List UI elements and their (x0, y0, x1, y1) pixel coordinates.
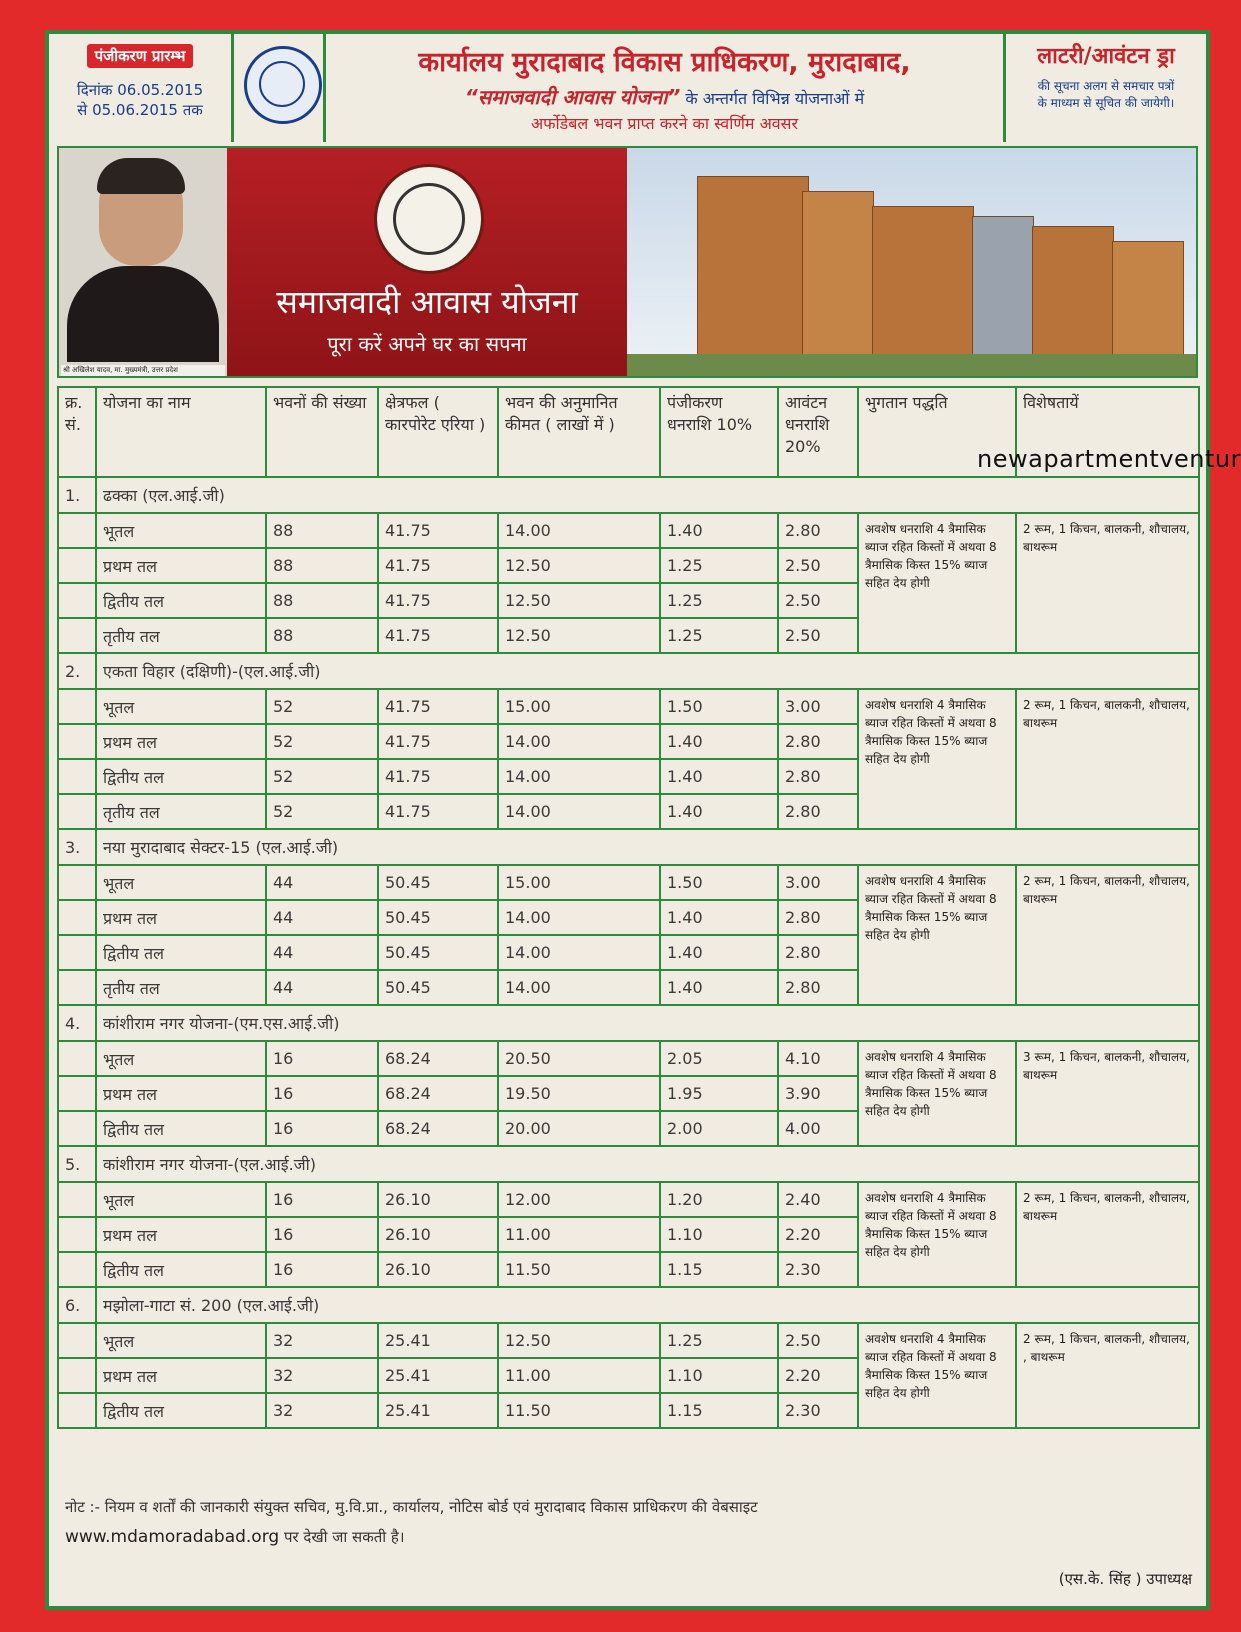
lottery-line-2: के माध्यम से सूचित की जायेगी। (1037, 96, 1175, 110)
cell-area: 41.75 (378, 724, 498, 759)
schemes-table (57, 386, 1200, 1429)
building (1032, 226, 1114, 358)
blank-cell (58, 1182, 96, 1217)
cell-reg: 1.25 (660, 1323, 778, 1358)
table-row (58, 1041, 1199, 1076)
cell-area: 26.10 (378, 1252, 498, 1287)
blank-cell (58, 1076, 96, 1111)
blank-cell (58, 759, 96, 794)
cell-floor: प्रथम तल (96, 724, 266, 759)
cell-floor: भूतल (96, 513, 266, 548)
blank-cell (58, 900, 96, 935)
logo-box (234, 34, 326, 142)
header (49, 34, 1206, 146)
cell-allot: 4.00 (778, 1111, 858, 1146)
scheme-sno: 1. (58, 477, 96, 513)
scheme-sno: 2. (58, 653, 96, 689)
cell-allot: 2.80 (778, 724, 858, 759)
registration-box (49, 34, 234, 142)
building (972, 216, 1034, 358)
lottery-text (1006, 78, 1206, 112)
cell-floor: भूतल (96, 1323, 266, 1358)
table-row (58, 689, 1199, 724)
blank-cell (58, 513, 96, 548)
cell-floor: द्वितीय तल (96, 1252, 266, 1287)
scheme-sno: 5. (58, 1146, 96, 1182)
col-header-units: भवनों की संख्या (266, 387, 378, 477)
cell-payment-method: अवशेष धनराशि 4 त्रैमासिक ब्याज रहित किस्तों में अथवा 8 त्रैमासिक किस्त 15% ब्याज सहित देय होगी (858, 689, 1016, 829)
note-text: नोट :- नियम व शर्तों की जानकारी संयुक्त सचिव, मु.वि.प्रा., कार्यालय, नोटिस बोर्ड एवं मुरादाबाद विकास प्राधिकरण की वेबसाइट (65, 1498, 758, 1516)
building (802, 191, 874, 358)
cell-allot: 2.80 (778, 794, 858, 829)
cell-units: 44 (266, 900, 378, 935)
cell-reg: 1.40 (660, 759, 778, 794)
cell-units: 16 (266, 1182, 378, 1217)
scheme-row (58, 1005, 1199, 1041)
yojana-name: “समाजवादी आवास योजना” (464, 85, 681, 109)
cell-price: 20.50 (498, 1041, 660, 1076)
watermark-text: newapartmentventur (977, 445, 1241, 473)
scheme-sno: 4. (58, 1005, 96, 1041)
cell-allot: 2.30 (778, 1252, 858, 1287)
cell-reg: 1.25 (660, 618, 778, 653)
cell-allot: 2.20 (778, 1358, 858, 1393)
cell-reg: 1.40 (660, 935, 778, 970)
cell-reg: 1.15 (660, 1252, 778, 1287)
cell-area: 68.24 (378, 1076, 498, 1111)
cell-allot: 2.80 (778, 935, 858, 970)
cell-area: 50.45 (378, 900, 498, 935)
cell-price: 11.00 (498, 1217, 660, 1252)
scheme-row (58, 829, 1199, 865)
cell-price: 14.00 (498, 794, 660, 829)
chief-minister-photo (59, 148, 229, 376)
cell-floor: प्रथम तल (96, 900, 266, 935)
website-link[interactable]: www.mdamoradabad.org (65, 1527, 280, 1547)
advertisement (45, 30, 1210, 1610)
cell-price: 14.00 (498, 724, 660, 759)
cell-units: 52 (266, 794, 378, 829)
person-hair (97, 158, 185, 194)
cell-area: 50.45 (378, 935, 498, 970)
col-header-area: क्षेत्रफल ( कारपोरेट एरिया ) (378, 387, 498, 477)
cell-area: 41.75 (378, 759, 498, 794)
cell-floor: द्वितीय तल (96, 935, 266, 970)
blank-cell (58, 1111, 96, 1146)
cell-reg: 1.25 (660, 583, 778, 618)
cell-area: 41.75 (378, 513, 498, 548)
cell-reg: 1.40 (660, 794, 778, 829)
cell-features: 2 रूम, 1 किचन, बालकनी, शौचालय, बाथरूम (1016, 865, 1199, 1005)
table-row (58, 1323, 1199, 1358)
table-row (58, 1182, 1199, 1217)
office-title: कार्यालय मुरादाबाद विकास प्राधिकरण, मुरादाबाद, (418, 47, 911, 78)
scheme-name: ढक्का (एल.आई.जी) (96, 477, 1199, 513)
blank-cell (58, 1041, 96, 1076)
cell-reg: 1.40 (660, 900, 778, 935)
cell-units: 16 (266, 1252, 378, 1287)
cell-price: 15.00 (498, 865, 660, 900)
cell-units: 88 (266, 513, 378, 548)
cell-price: 12.00 (498, 1182, 660, 1217)
banner (57, 146, 1198, 378)
cell-floor: प्रथम तल (96, 1358, 266, 1393)
cell-allot: 2.30 (778, 1393, 858, 1428)
cell-features: 2 रूम, 1 किचन, बालकनी, शौचालय, बाथरूम (1016, 1182, 1199, 1287)
cell-floor: द्वितीय तल (96, 1393, 266, 1428)
ground (627, 354, 1196, 376)
cell-units: 16 (266, 1076, 378, 1111)
blank-cell (58, 583, 96, 618)
col-header-allotment: आवंटन धनराशि 20% (778, 387, 858, 477)
scheme-name: नया मुरादाबाद सेक्टर-15 (एल.आई.जी) (96, 829, 1199, 865)
cell-area: 68.24 (378, 1041, 498, 1076)
cell-units: 88 (266, 583, 378, 618)
cell-allot: 4.10 (778, 1041, 858, 1076)
cell-floor: द्वितीय तल (96, 1111, 266, 1146)
cell-area: 68.24 (378, 1111, 498, 1146)
cell-area: 26.10 (378, 1217, 498, 1252)
cell-allot: 2.50 (778, 548, 858, 583)
cell-price: 14.00 (498, 970, 660, 1005)
cell-allot: 2.40 (778, 1182, 858, 1217)
photo-caption: श्री अखिलेश यादव, मा. मुख्यमंत्री, उत्तर प्रदेश (61, 365, 225, 376)
table-row (58, 513, 1199, 548)
cell-units: 32 (266, 1323, 378, 1358)
scheme-row (58, 1287, 1199, 1323)
cell-price: 14.00 (498, 759, 660, 794)
cell-area: 26.10 (378, 1182, 498, 1217)
scheme-name: कांशीराम नगर योजना-(एम.एस.आई.जी) (96, 1005, 1199, 1041)
cell-allot: 2.50 (778, 1323, 858, 1358)
note-url-suffix: पर देखी जा सकती है। (279, 1528, 405, 1546)
cell-area: 25.41 (378, 1393, 498, 1428)
col-header-price: भवन की अनुमानित कीमत ( लाखों में ) (498, 387, 660, 477)
col-header-payment: भुगतान पद्धति (858, 387, 1016, 477)
cell-area: 25.41 (378, 1323, 498, 1358)
registration-dates (49, 80, 231, 120)
scheme-sno: 3. (58, 829, 96, 865)
col-header-features: विशेषतायें (1016, 387, 1199, 477)
blank-cell (58, 970, 96, 1005)
cell-floor: भूतल (96, 689, 266, 724)
building (697, 176, 809, 358)
cell-reg: 1.20 (660, 1182, 778, 1217)
cell-price: 14.00 (498, 900, 660, 935)
lottery-line-1: की सूचना अलग से समचार पत्रों (1037, 79, 1175, 93)
col-header-registration: पंजीकरण धनराशि 10% (660, 387, 778, 477)
title-box (326, 34, 1006, 142)
cell-floor: तृतीय तल (96, 618, 266, 653)
cell-reg: 1.40 (660, 970, 778, 1005)
signature: (एस.के. सिंह ) उपाध्यक्ष (1058, 1570, 1192, 1588)
cell-payment-method: अवशेष धनराशि 4 त्रैमासिक ब्याज रहित किस्तों में अथवा 8 त्रैमासिक किस्त 15% ब्याज सहित देय होगी (858, 513, 1016, 653)
col-header-scheme: योजना का नाम (96, 387, 266, 477)
cell-allot: 2.80 (778, 513, 858, 548)
cell-reg: 1.40 (660, 513, 778, 548)
cell-price: 12.50 (498, 583, 660, 618)
banner-red-section (227, 148, 627, 376)
cell-reg: 1.25 (660, 548, 778, 583)
cell-area: 41.75 (378, 794, 498, 829)
cell-reg: 1.50 (660, 865, 778, 900)
cell-units: 16 (266, 1041, 378, 1076)
cell-units: 32 (266, 1358, 378, 1393)
cell-units: 32 (266, 1393, 378, 1428)
scheme-row (58, 653, 1199, 689)
lottery-box (1006, 34, 1206, 142)
cell-payment-method: अवशेष धनराशि 4 त्रैमासिक ब्याज रहित किस्तों में अथवा 8 त्रैमासिक किस्त 15% ब्याज सहित देय होगी (858, 1182, 1016, 1287)
registration-date-end: से 05.06.2015 तक (77, 101, 203, 119)
cell-reg: 1.40 (660, 724, 778, 759)
blank-cell (58, 689, 96, 724)
blank-cell (58, 1393, 96, 1428)
scheme-name: मझोला-गाटा सं. 200 (एल.आई.जी) (96, 1287, 1199, 1323)
cell-payment-method: अवशेष धनराशि 4 त्रैमासिक ब्याज रहित किस्तों में अथवा 8 त्रैमासिक किस्त 15% ब्याज सहित देय होगी (858, 1041, 1016, 1146)
blank-cell (58, 618, 96, 653)
cell-price: 11.50 (498, 1252, 660, 1287)
cell-reg: 1.10 (660, 1358, 778, 1393)
cell-units: 44 (266, 935, 378, 970)
cell-allot: 3.00 (778, 865, 858, 900)
cell-area: 41.75 (378, 618, 498, 653)
cell-floor: तृतीय तल (96, 794, 266, 829)
scheme-row (58, 477, 1199, 513)
blank-cell (58, 935, 96, 970)
cell-reg: 2.00 (660, 1111, 778, 1146)
yojana-suffix: के अन्तर्गत विभिन्न योजनाओं में (680, 89, 865, 108)
cell-payment-method: अवशेष धनराशि 4 त्रैमासिक ब्याज रहित किस्तों में अथवा 8 त्रैमासिक किस्त 15% ब्याज सहित देय होगी (858, 1323, 1016, 1428)
scheme-name: कांशीराम नगर योजना-(एल.आई.जी) (96, 1146, 1199, 1182)
cell-area: 41.75 (378, 583, 498, 618)
cell-floor: प्रथम तल (96, 1076, 266, 1111)
cell-area: 41.75 (378, 689, 498, 724)
cell-features: 3 रूम, 1 किचन, बालकनी, शौचालय, बाथरूम (1016, 1041, 1199, 1146)
blank-cell (58, 1358, 96, 1393)
blank-cell (58, 1252, 96, 1287)
apartment-buildings-image (627, 148, 1196, 376)
cell-price: 14.00 (498, 513, 660, 548)
cell-allot: 2.80 (778, 970, 858, 1005)
cell-area: 50.45 (378, 970, 498, 1005)
cell-price: 11.00 (498, 1358, 660, 1393)
registration-title: पंजीकरण प्रारम्भ (87, 44, 194, 68)
cell-price: 12.50 (498, 548, 660, 583)
table-row (58, 865, 1199, 900)
cell-payment-method: अवशेष धनराशि 4 त्रैमासिक ब्याज रहित किस्तों में अथवा 8 त्रैमासिक किस्त 15% ब्याज सहित देय होगी (858, 865, 1016, 1005)
cell-allot: 2.80 (778, 759, 858, 794)
cell-reg: 2.05 (660, 1041, 778, 1076)
note-url-line (65, 1522, 1195, 1552)
cell-price: 12.50 (498, 618, 660, 653)
col-header-sno: क्र. सं. (58, 387, 96, 477)
banner-subtitle: पूरा करें अपने घर का सपना (327, 332, 527, 356)
cell-floor: भूतल (96, 865, 266, 900)
cell-area: 50.45 (378, 865, 498, 900)
cell-floor: द्वितीय तल (96, 583, 266, 618)
blank-cell (58, 1323, 96, 1358)
cell-units: 44 (266, 865, 378, 900)
up-government-emblem-icon (374, 164, 484, 274)
cell-units: 44 (266, 970, 378, 1005)
scheme-name: एकता विहार (दक्षिणी)-(एल.आई.जी) (96, 653, 1199, 689)
cell-floor: तृतीय तल (96, 970, 266, 1005)
cell-price: 11.50 (498, 1393, 660, 1428)
cell-units: 16 (266, 1111, 378, 1146)
cell-floor: प्रथम तल (96, 548, 266, 583)
cell-allot: 2.80 (778, 900, 858, 935)
blank-cell (58, 548, 96, 583)
banner-title: समाजवादी आवास योजना (276, 283, 578, 321)
cell-allot: 2.50 (778, 618, 858, 653)
cell-allot: 3.90 (778, 1076, 858, 1111)
building (872, 206, 974, 358)
cell-area: 41.75 (378, 548, 498, 583)
cell-features: 2 रूम, 1 किचन, बालकनी, शौचालय, बाथरूम (1016, 513, 1199, 653)
table-body (58, 387, 1199, 1428)
cell-units: 88 (266, 548, 378, 583)
cell-area: 25.41 (378, 1358, 498, 1393)
cell-allot: 3.00 (778, 689, 858, 724)
affordable-line: अर्फोडेबल भवन प्राप्त करने का स्वर्णिम अवसर (530, 114, 799, 133)
mda-logo-icon (244, 46, 322, 124)
cell-floor: भूतल (96, 1182, 266, 1217)
lottery-title: लाटरी/आवंटन ड्रा (1037, 44, 1175, 69)
building (1112, 241, 1184, 358)
cell-price: 12.50 (498, 1323, 660, 1358)
yojana-line (326, 83, 1003, 110)
cell-features: 2 रूम, 1 किचन, बालकनी, शौचालय, बाथरूम (1016, 689, 1199, 829)
cell-units: 88 (266, 618, 378, 653)
cell-units: 52 (266, 689, 378, 724)
cell-allot: 2.20 (778, 1217, 858, 1252)
cell-price: 14.00 (498, 935, 660, 970)
note (65, 1492, 1195, 1552)
blank-cell (58, 724, 96, 759)
cell-price: 15.00 (498, 689, 660, 724)
registration-date-start: दिनांक 06.05.2015 (76, 81, 204, 99)
cell-units: 52 (266, 724, 378, 759)
cell-reg: 1.10 (660, 1217, 778, 1252)
person-suit (67, 266, 219, 362)
cell-allot: 2.50 (778, 583, 858, 618)
scheme-sno: 6. (58, 1287, 96, 1323)
cell-units: 16 (266, 1217, 378, 1252)
cell-floor: द्वितीय तल (96, 759, 266, 794)
scheme-row (58, 1146, 1199, 1182)
cell-reg: 1.50 (660, 689, 778, 724)
cell-reg: 1.95 (660, 1076, 778, 1111)
cell-floor: भूतल (96, 1041, 266, 1076)
cell-features: 2 रूम, 1 किचन, बालकनी, शौचालय, , बाथरूम (1016, 1323, 1199, 1428)
cell-reg: 1.15 (660, 1393, 778, 1428)
blank-cell (58, 865, 96, 900)
blank-cell (58, 1217, 96, 1252)
cell-price: 19.50 (498, 1076, 660, 1111)
blank-cell (58, 794, 96, 829)
cell-floor: प्रथम तल (96, 1217, 266, 1252)
cell-price: 20.00 (498, 1111, 660, 1146)
cell-units: 52 (266, 759, 378, 794)
